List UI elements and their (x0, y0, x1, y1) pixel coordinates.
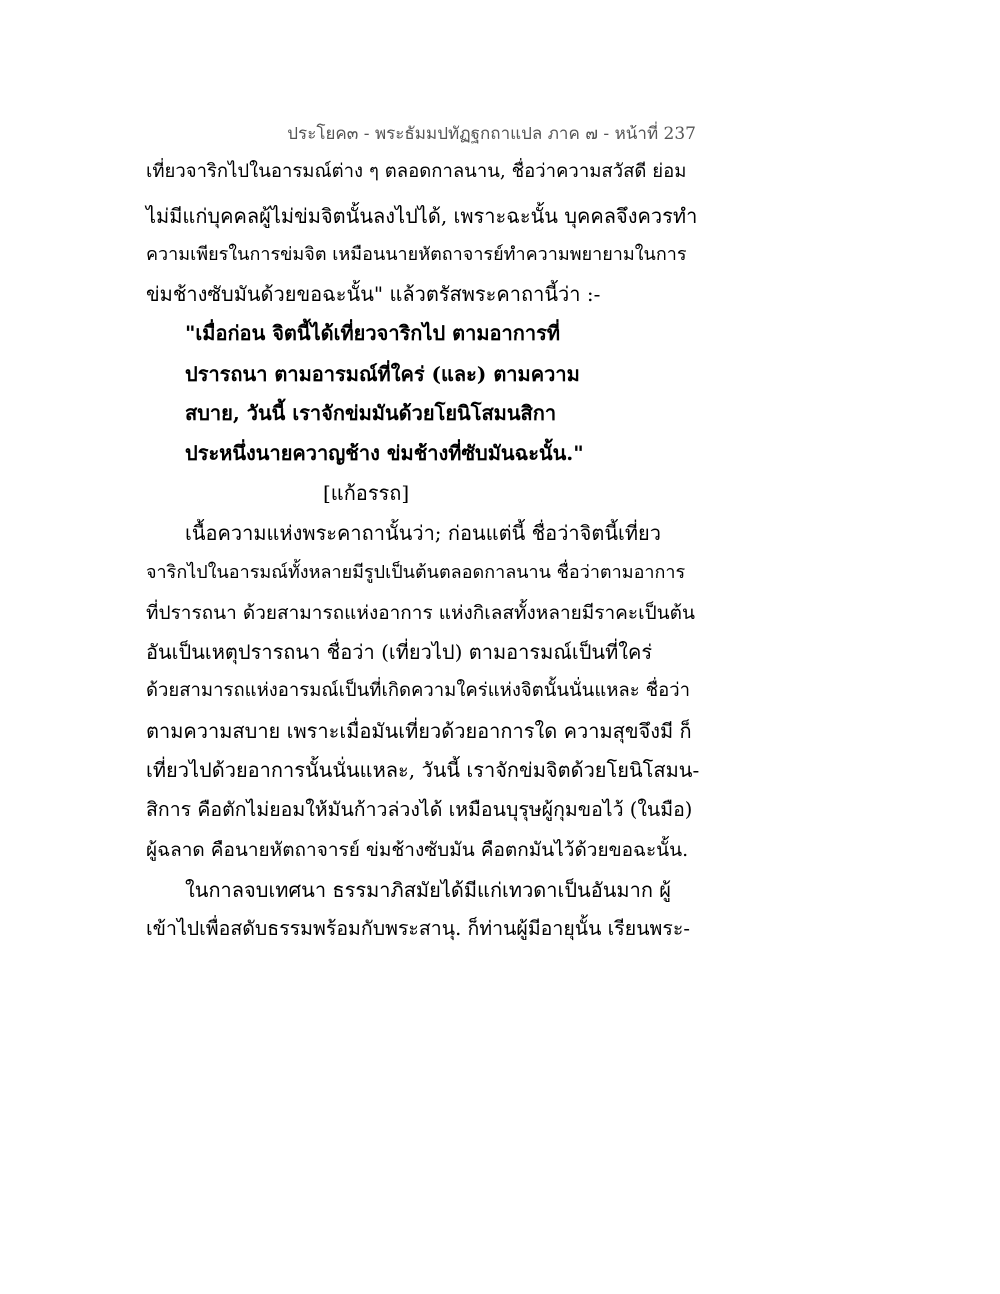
commentary-line: ด้วยสามารถแห่งอารมณ์เป็นที่เกิดความใคร่แห่งจิตนั้นนั่นแหละ ชื่อว่า (146, 680, 691, 701)
commentary-line: ตามความสบาย เพราะเมื่อมันเที่ยวด้วยอาการใด ความสุขจึงมี ก็ (146, 719, 692, 743)
commentary-line: สิการ คือตักไม่ยอมให้มันก้าวล่วงได้ เหมือนบุรุษผู้กุมขอไว้ (ในมือ) (146, 798, 693, 821)
verse-line: สบาย, วันนี้ เราจักข่มมันด้วยโยนิโสมนสิกา (185, 401, 557, 425)
commentary-line: ที่ปรารถนา ด้วยสามารถแห่งอาการ แห่งกิเลสทั้งหลายมีราคะเป็นต้น (146, 602, 695, 624)
verse-line: "เมื่อก่อน จิตนี้ได้เที่ยวจาริกไป ตามอาการที่ (185, 321, 561, 345)
verse-line: ปรารถนา ตามอารมณ์ที่ใคร่ (และ) ตามความ (185, 362, 580, 386)
commentary-line: เที่ยวไปด้วยอาการนั้นนั่นแหละ, วันนี้ เราจักข่มจิตด้วยโยนิโสมน- (146, 758, 700, 782)
body-line: เที่ยวจาริกไปในอารมณ์ต่าง ๆ ตลอดกาลนาน, ชื่อว่าความสวัสดี ย่อม (146, 161, 687, 182)
closing-line: ในกาลจบเทศนา ธรรมาภิสมัยได้มีแก่เทวดาเป็นอันมาก ผู้ (185, 878, 672, 902)
closing-line: เข้าไปเพื่อสดับธรรมพร้อมกับพระสานุ. ก็ท่านผู้มีอายุนั้น เรียนพระ- (146, 917, 690, 940)
running-header: ประโยค๓ - พระธัมมปทัฏฐกถาแปล ภาค ๗ - หน้าที่ 237 (287, 124, 696, 144)
commentary-line: ผู้ฉลาด คือนายหัตถาจารย์ ข่มช้างซับมัน คือตกมันไว้ด้วยขอฉะนั้น. (146, 839, 689, 861)
body-line: ไม่มีแก่บุคคลผู้ไม่ข่มจิตนั้นลงไปได้, เพราะฉะนั้น บุคคลจึงควรทำ (146, 204, 698, 228)
commentary-line: อันเป็นเหตุปรารถนา ชื่อว่า (เที่ยวไป) ตามอารมณ์เป็นที่ใคร่ (146, 640, 653, 664)
verse-line: ประหนึ่งนายควาญช้าง ข่มช้างที่ซับมันฉะนั้น." (185, 441, 584, 465)
commentary-line: เนื้อความแห่งพระคาถานั้นว่า; ก่อนแต่นี้ ชื่อว่าจิตนี้เที่ยว (185, 521, 661, 545)
section-label: [แก้อรรถ] (323, 481, 410, 505)
body-line: ข่มช้างซับมันด้วยขอฉะนั้น" แล้วตรัสพระคาถานี้ว่า :- (146, 282, 601, 306)
body-line: ความเพียรในการข่มจิต เหมือนนายหัตถาจารย์ทำความพยายามในการ (146, 244, 687, 265)
commentary-line: จาริกไปในอารมณ์ทั้งหลายมีรูปเป็นต้นตลอดกาลนาน ชื่อว่าตามอาการ (146, 562, 686, 583)
